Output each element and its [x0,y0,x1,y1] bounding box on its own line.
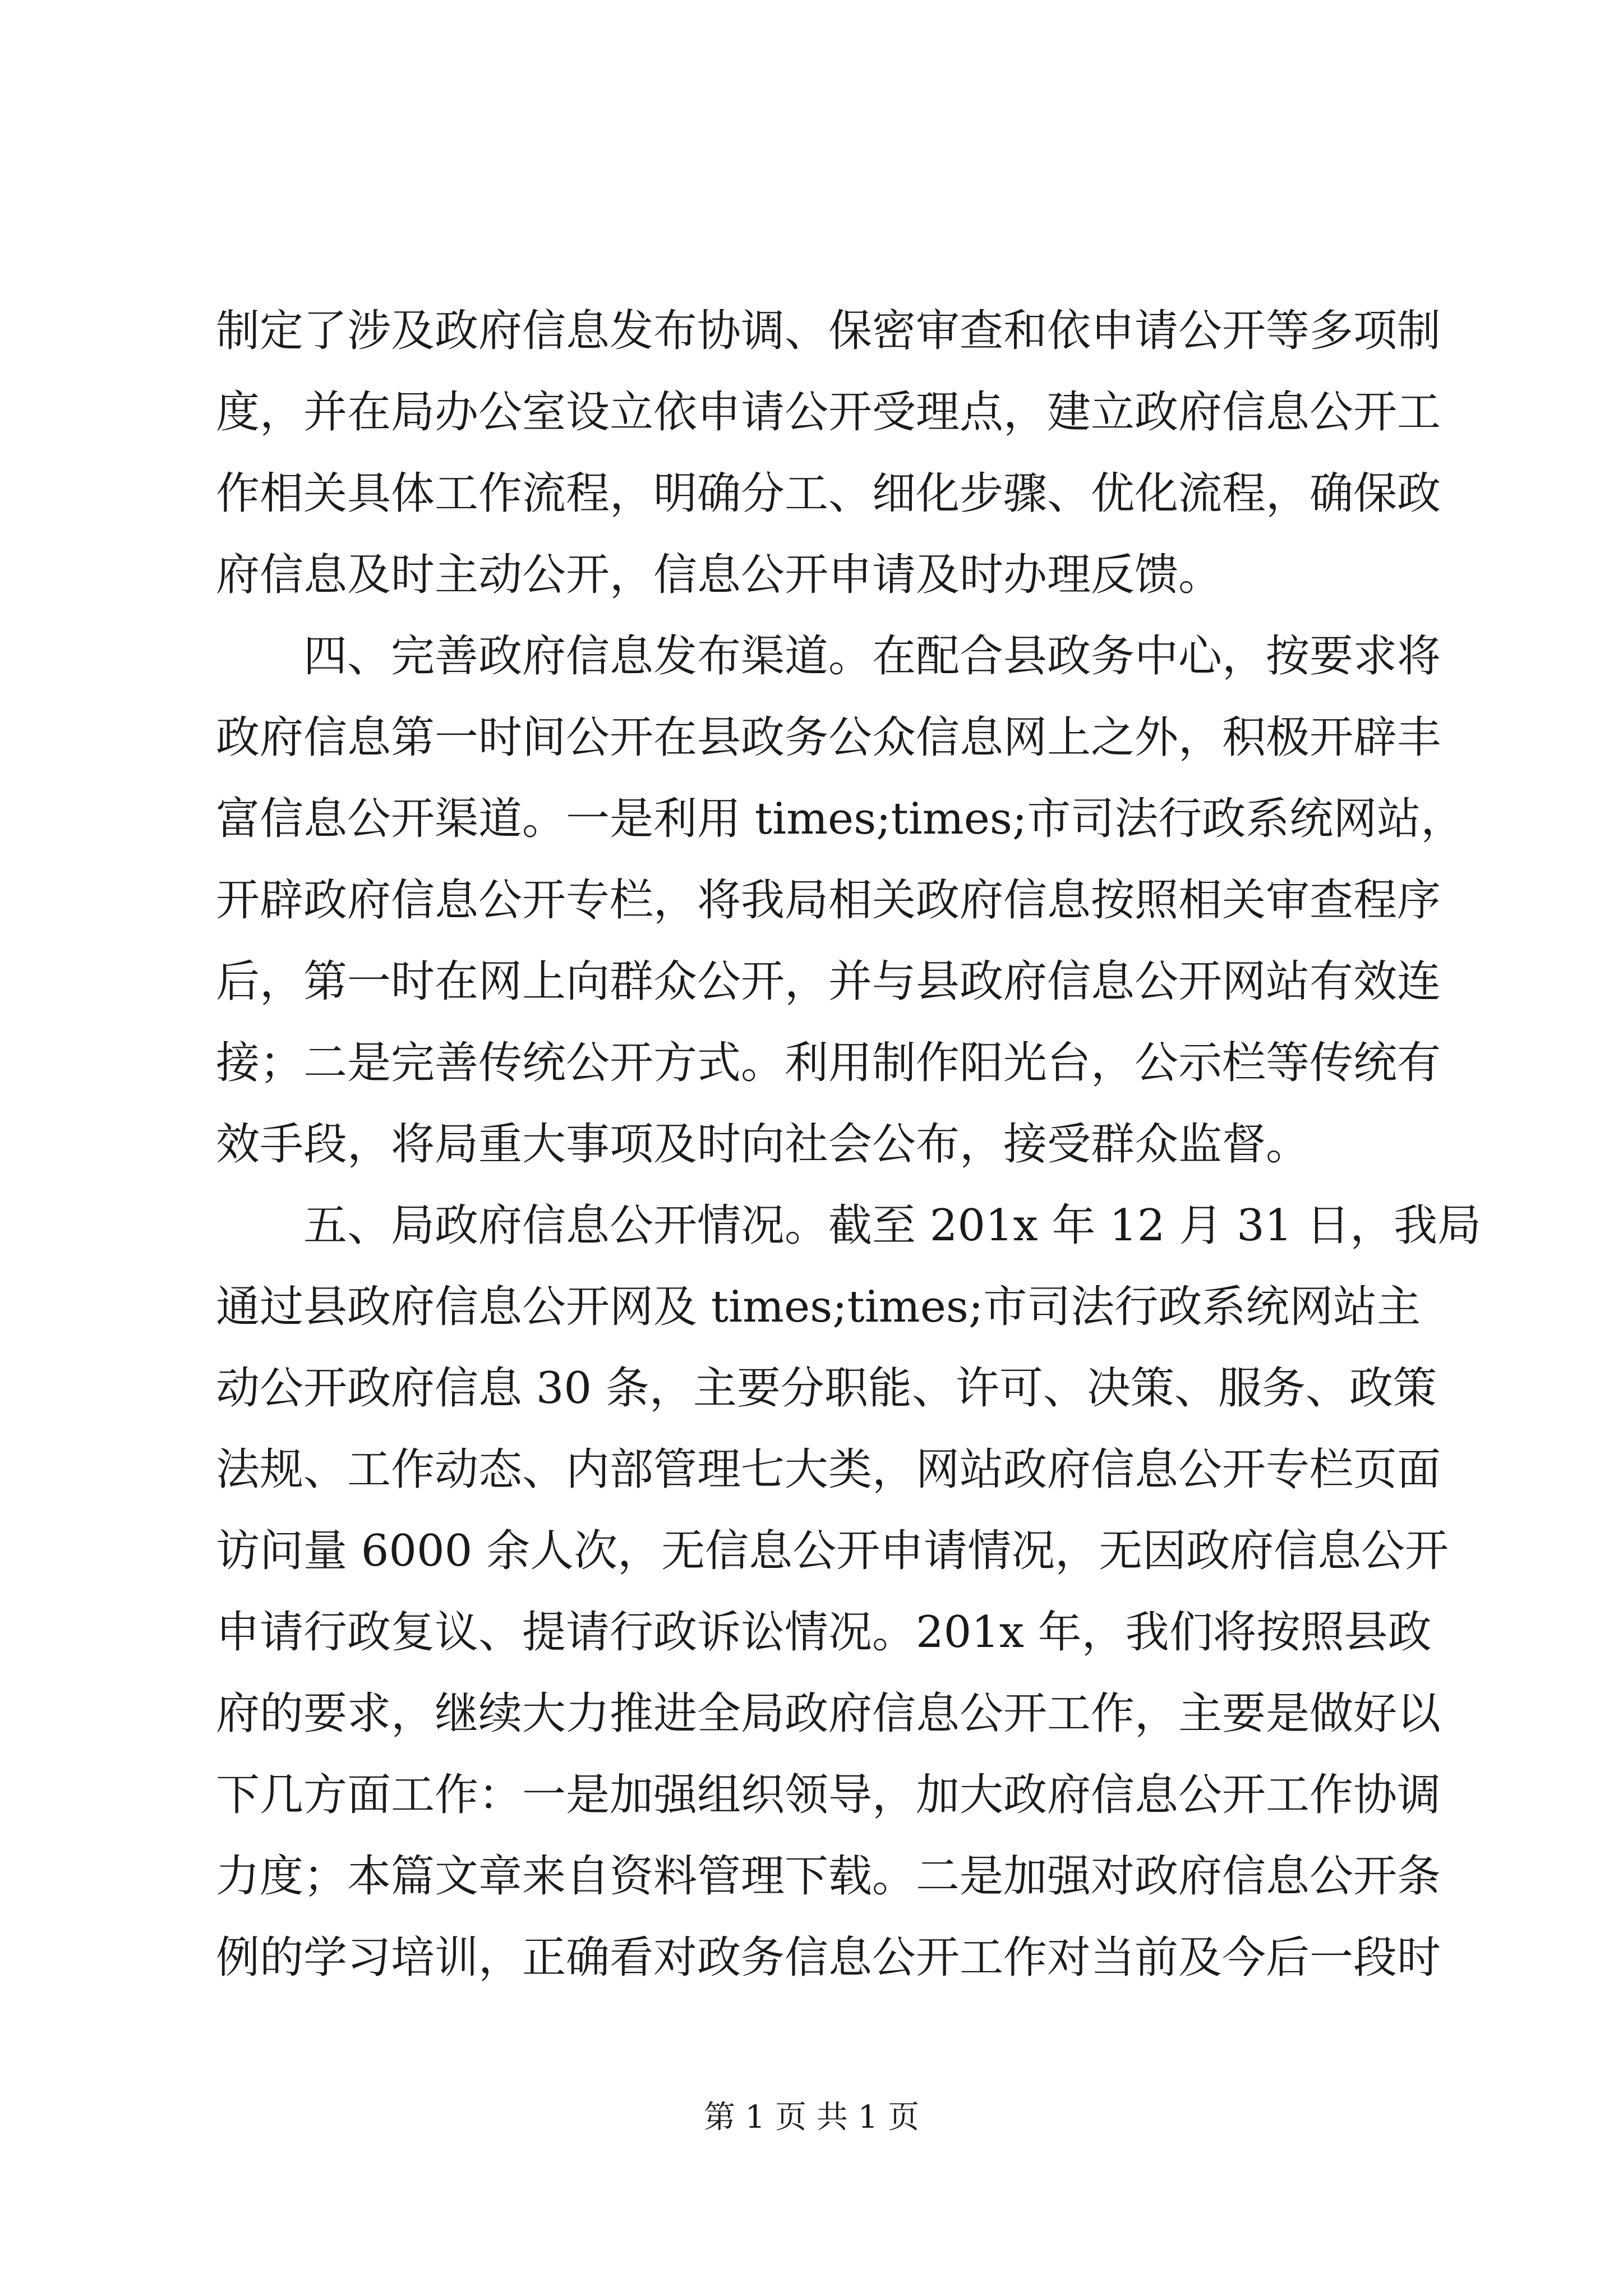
text-line: 富信息公开渠道。一是利用 times;times;市司法行政系统网站， [216,794,1465,844]
text-line: 后，第一时在网上向群众公开，并与县政府信息公开网站有效连 [216,956,1441,1007]
text-line: 府的要求，继续大力推进全局政府信息公开工作，主要是做好以 [216,1688,1441,1739]
text-line: 通过县政府信息公开网及 times;times;市司法行政系统网站主 [216,1282,1421,1332]
text-line: 接；二是完善传统公开方式。利用制作阳光台，公示栏等传统有 [216,1038,1441,1088]
text-line: 效手段，将局重大事项及时向社会公布，接受群众监督。 [216,1119,1310,1170]
text-line: 度，并在局办公室设立依申请公开受理点，建立政府信息公开工 [216,387,1441,438]
text-line: 动公开政府信息 30 条，主要分职能、许可、决策、服务、政策 [216,1363,1437,1414]
text-line: 开辟政府信息公开专栏，将我局相关政府信息按照相关审查程序 [216,875,1441,926]
paragraph-heading-line: 四、完善政府信息发布渠道。在配合县政务中心，按要求将 [303,631,1441,682]
text-line: 府信息及时主动公开，信息公开申请及时办理反馈。 [216,550,1223,600]
text-line: 例的学习培训，正确看对政务信息公开工作对当前及今后一段时 [216,1932,1441,1983]
text-line: 法规、工作动态、内部管理七大类，网站政府信息公开专栏页面 [216,1444,1441,1495]
text-line: 作相关具体工作流程，明确分工、细化步骤、优化流程，确保政 [216,468,1441,519]
text-line: 申请行政复议、提请行政诉讼情况。201x 年，我们将按照县政 [216,1607,1432,1658]
text-line: 访问量 6000 余人次，无信息公开申请情况，无因政府信息公开 [216,1526,1449,1576]
text-line: 力度；本篇文章来自资料管理下载。二是加强对政府信息公开条 [216,1851,1441,1902]
paragraph-heading-line: 五、局政府信息公开情况。截至 201x 年 12 月 31 日，我局 [303,1200,1482,1251]
page-number-footer: 第 1 页 共 1 页 [703,2099,920,2136]
text-line: 政府信息第一时间公开在县政务公众信息网上之外，积极开辟丰 [216,712,1441,763]
text-line: 制定了涉及政府信息发布协调、保密审查和依申请公开等多项制 [216,306,1441,356]
text-line: 下几方面工作：一是加强组织领导，加大政府信息公开工作协调 [216,1770,1441,1820]
